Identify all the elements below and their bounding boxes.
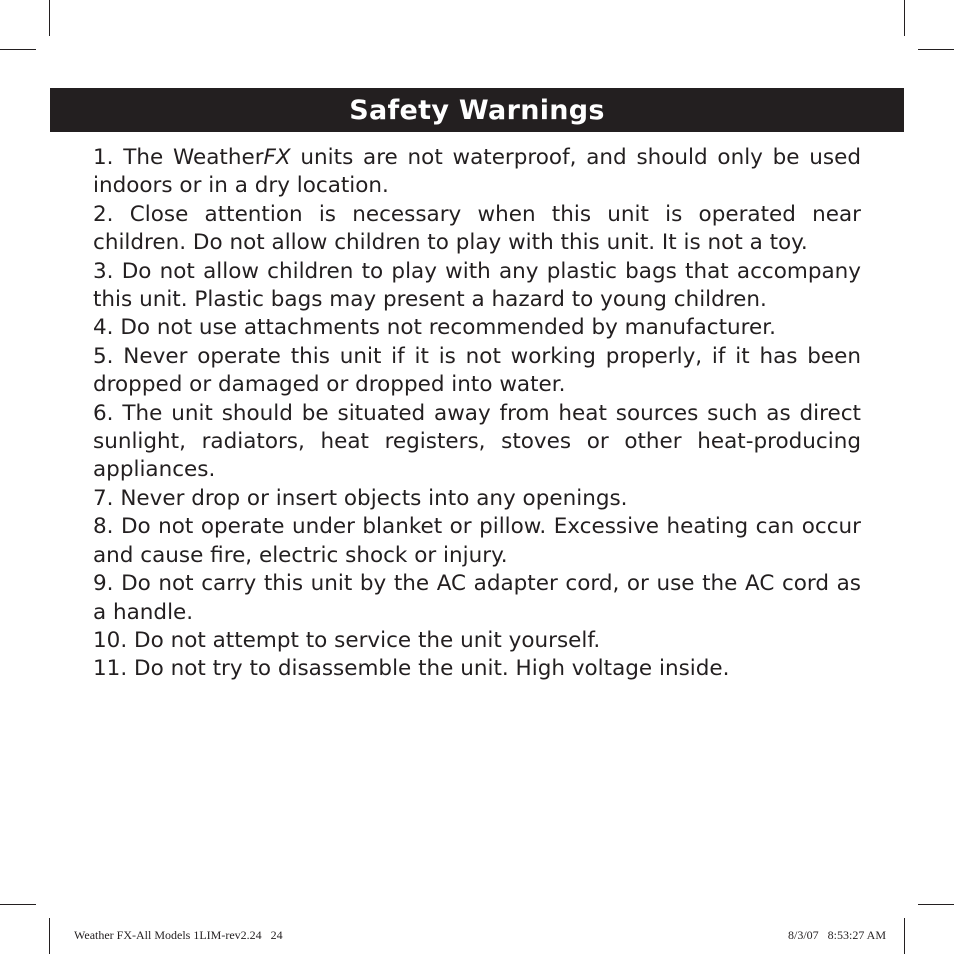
crop-mark: [918, 49, 954, 50]
warning-item: 2. Close attention is necessary when this unit is operated near children. Do not allow children to play with this unit. It is not a toy.: [93, 201, 861, 256]
warning-item: 10. Do not attempt to service the unit yourself.: [93, 627, 601, 653]
crop-mark: [0, 904, 36, 905]
warning-text: units are not waterproof, and should only be used indoors or in a dry location.: [93, 145, 861, 199]
footer-timestamp: 8/3/07 8:53:27 AM: [787, 928, 886, 942]
warning-item: 4. Do not use attachments not recommended by manufacturer.: [93, 315, 776, 341]
warning-item: 3. Do not allow children to play with any plastic bags that accompany this unit. Plastic bags may present a hazard to young children.: [93, 258, 861, 313]
brand-name: FX: [263, 145, 291, 170]
footer-file-info: Weather FX-All Models 1LIM-rev2.24 24: [74, 928, 283, 942]
crop-mark: [918, 904, 954, 905]
crop-mark: [0, 49, 36, 50]
warning-item: 8. Do not operate under blanket or pillow. Excessive heating can occur and cause fire, electric shock or injury.: [93, 514, 861, 568]
page-title: Safety Warnings: [349, 94, 605, 126]
warnings-list: [93, 144, 861, 684]
warning-item: [93, 144, 861, 201]
crop-mark: [49, 918, 50, 954]
warning-item: 5. Never operate this unit if it is not working properly, if it has been dropped or damaged or dropped into water.: [93, 343, 861, 398]
title-banner: [50, 88, 904, 132]
crop-mark: [904, 0, 905, 36]
warning-number: 1.: [93, 145, 114, 170]
crop-mark: [904, 918, 905, 954]
warning-item: 11. Do not try to disassemble the unit. High voltage inside.: [93, 656, 730, 682]
warning-item: 9. Do not carry this unit by the AC adapter cord, or use the AC cord as a handle.: [93, 571, 861, 625]
warning-item: 7. Never drop or insert objects into any openings.: [93, 485, 628, 511]
crop-mark: [49, 0, 50, 36]
warning-item: 6. The unit should be situated away from heat sources such as direct sunlight, radiators, heat registers, stoves or other heat-producing appliances.: [93, 400, 861, 483]
warning-text: The Weather: [123, 145, 264, 170]
